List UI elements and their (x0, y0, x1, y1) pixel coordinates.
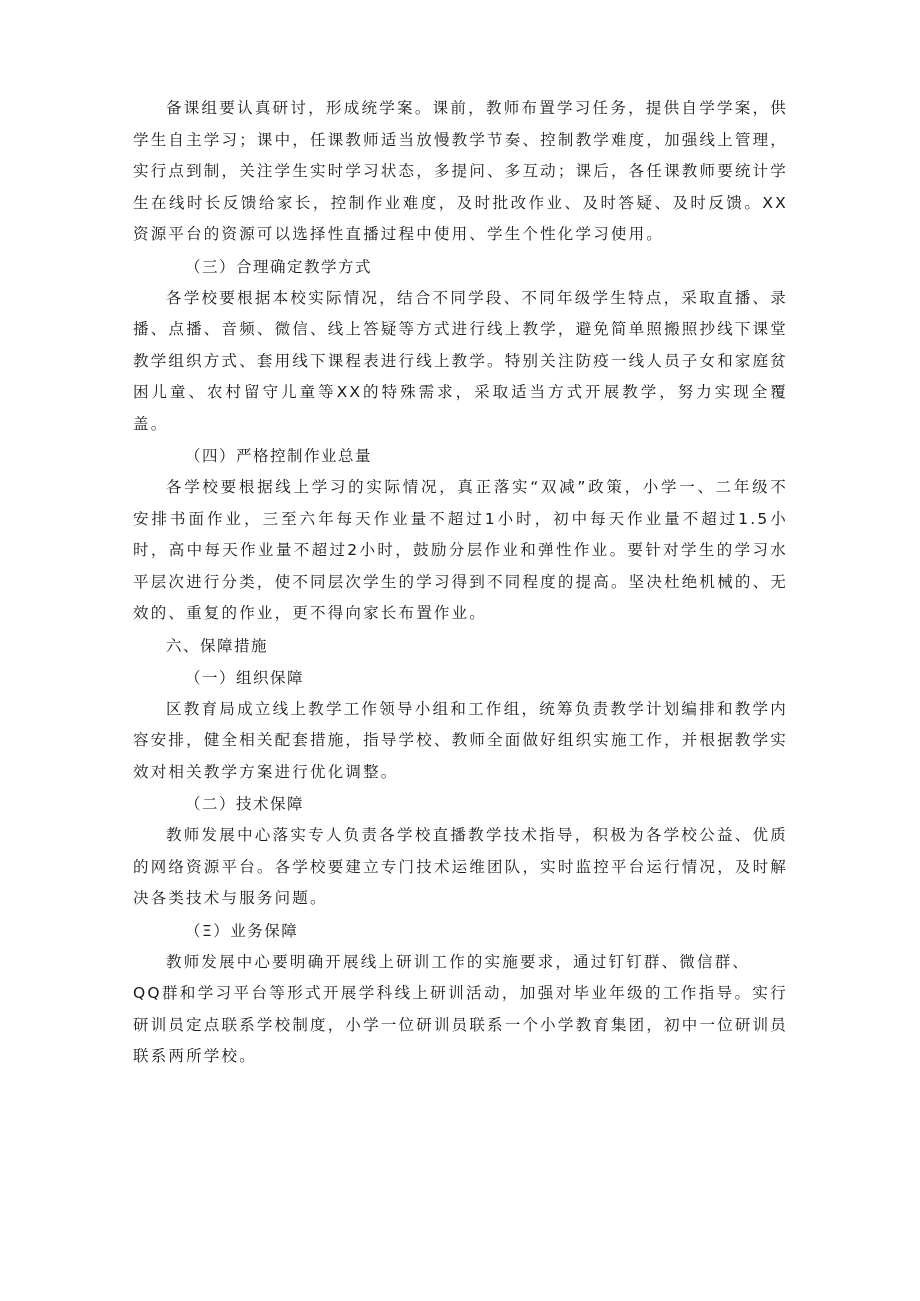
paragraph-technical: 教师发展中心落实专人负责各学校直播教学技术指导，积极为各学校公益、优质的网络资源平台。各学校要建立专门技术运维团队，实时监控平台运行情况，及时解决各类技术与服务问题。 (133, 826, 788, 907)
paragraph-business-line1: 教师发展中心要明确开展线上研训工作的实施要求，通过钉钉群、微信群、 (166, 952, 751, 971)
heading-teaching-methods: （三）合理确定教学方式 (185, 257, 373, 276)
paragraph-lesson-prep: 备课组要认真研讨，形成统学案。课前，教师布置学习任务，提供自学学案，供学生自主学习；课中，任课教师适当放慢教学节奏、控制教学难度，加强线上管理，实行点到制，关注学生实时学习状态，多提问、多互动；课后，各任课教师要统计学生在线时长反馈给家长，控制作业难度，及时批改作业、及时答疑、及时反馈。XX资源平台的资源可以选择性直播过程中使用、学生个性化学习使用。 (133, 99, 788, 243)
paragraph-business-rest: QQ群和学习平台等形式开展学科线上研训活动，加强对毕业年级的工作指导。实行研训员定点联系学校制度，小学一位研训员联系一个小学教育集团，初中一位研训员联系两所学校。 (133, 984, 788, 1065)
heading-safeguards: 六、保障措施 (166, 636, 269, 655)
paragraph-organization: 区教育局成立线上教学工作领导小组和工作组，统筹负责教学计划编排和教学内容安排，健全相关配套措施，指导学校、教师全面做好组织实施工作，并根据教学实效对相关教学方案进行优化调整。 (133, 699, 788, 781)
heading-business: （Ξ）业务保障 (185, 921, 299, 940)
heading-homework-control: （四）严格控制作业总量 (185, 447, 373, 465)
heading-technical: （二）技术保障 (185, 795, 305, 813)
document-body (133, 93, 788, 1073)
paragraph-teaching-methods: 各学校要根据本校实际情况，结合不同学段、不同年级学生特点，采取直播、录播、点播、音频、微信、线上答疑等方式进行线上教学，避免简单照搬照抄线下课堂教学组织方式、套用线下课程表进行线上教学。特别关注防疫一线人员子女和家庭贫困儿童、农村留守儿童等XX的特殊需求，采取适当方式开展教学，努力实现全覆盖。 (133, 288, 788, 433)
heading-organization: （一）组织保障 (185, 668, 305, 687)
paragraph-homework-control: 各学校要根据线上学习的实际情况，真正落实“双减”政策，小学一、二年级不安排书面作业，三至六年每天作业量不超过1小时，初中每天作业量不超过1.5小时，高中每天作业量不超过2小时，鼓励分层作业和弹性作业。要针对学生的学习水平层次进行分类，使不同层次学生的学习得到不同程度的提高。坚决杜绝机械的、无效的、重复的作业，更不得向家长布置作业。 (133, 478, 788, 622)
